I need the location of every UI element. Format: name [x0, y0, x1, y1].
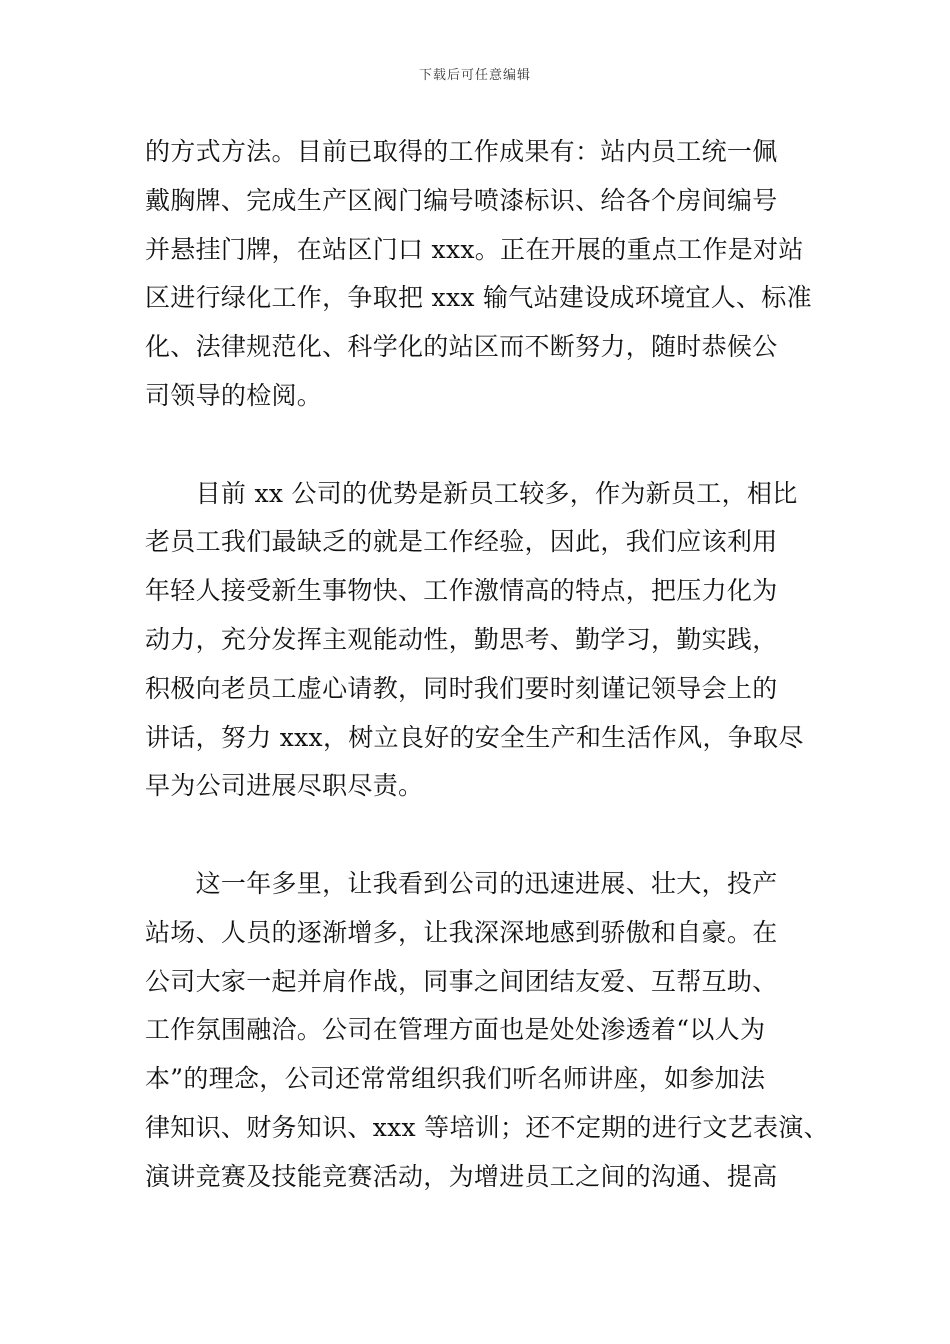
text-line: 站场、人员的逐渐增多，让我深深地感到骄傲和自豪。在 [145, 917, 778, 947]
page-header: 下载后可任意编辑 [418, 68, 531, 83]
text-line: 公司大家一起并肩作战，同事之间团结友爱、互帮互助、 [145, 966, 778, 996]
text-line: 本”的理念，公司还常常组织我们听名师讲座，如参加法 [145, 1064, 766, 1094]
text-line: 这一年多里，让我看到公司的迅速进展、壮大，投产 [145, 868, 778, 898]
text-line: 积极向老员工虚心请教，同时我们要时刻谨记领导会上的 [145, 673, 778, 703]
text-line: 司领导的检阅。 [145, 380, 323, 410]
text-line: 目前 xx 公司的优势是新员工较多，作为新员工，相比 [145, 478, 798, 508]
paragraph-2 [145, 470, 835, 812]
paragraph-gap [145, 811, 835, 860]
text-line: 年轻人接受新生事物快、工作激情高的特点，把压力化为 [145, 576, 778, 606]
text-line: 化、法律规范化、科学化的站区而不断努力，随时恭候公 [145, 332, 778, 362]
text-line: 工作氛围融洽。公司在管理方面也是处处渗透着“以人为 [145, 1015, 766, 1045]
text-line: 早为公司进展尽职尽责。 [145, 771, 424, 801]
text-line: 并悬挂门牌，在站区门口 xxx。正在开展的重点工作是对站 [145, 234, 804, 264]
text-line: 律知识、财务知识、xxx 等培训；还不定期的进行文艺表演、 [145, 1112, 829, 1142]
text-line: 动力，充分发挥主观能动性，勤思考、勤学习，勤实践， [145, 624, 778, 654]
text-line: 讲话，努力 xxx，树立良好的安全生产和生活作风，争取尽 [145, 722, 804, 752]
paragraph-3 [145, 860, 835, 1202]
document-body [145, 128, 835, 1202]
paragraph-gap [145, 421, 835, 470]
text-line: 戴胸牌、完成生产区阀门编号喷漆标识、给各个房间编号 [145, 185, 778, 215]
text-line: 老员工我们最缺乏的就是工作经验，因此，我们应该利用 [145, 527, 778, 557]
paragraph-1 [145, 128, 835, 421]
text-line: 演讲竞赛及技能竞赛活动，为增进员工之间的沟通、提高 [145, 1161, 778, 1191]
text-line: 区进行绿化工作，争取把 xxx 输气站建设成环境宜人、标准 [145, 283, 812, 313]
text-line: 的方式方法。目前已取得的工作成果有：站内员工统一佩 [145, 137, 778, 166]
